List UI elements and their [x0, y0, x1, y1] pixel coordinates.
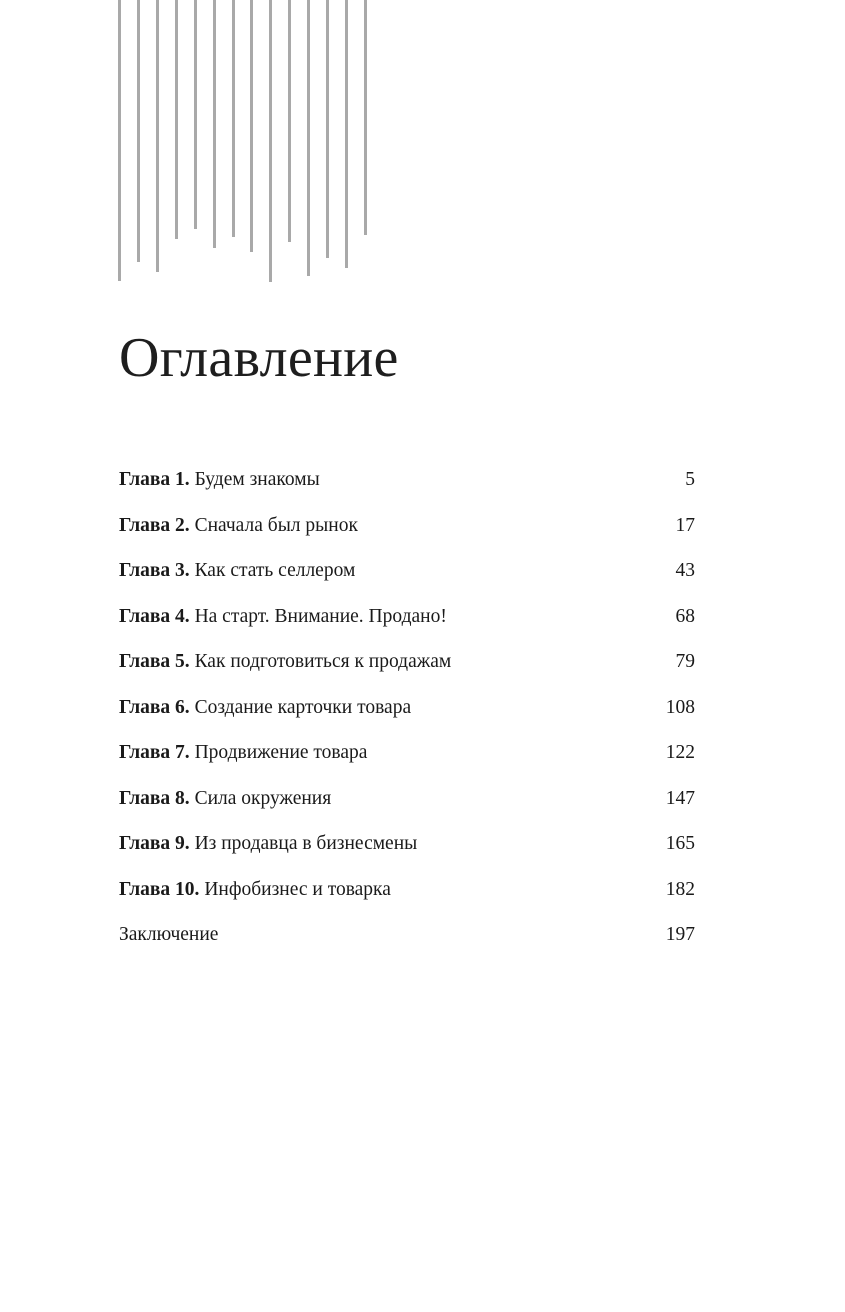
toc-entry[interactable]	[119, 548, 695, 594]
page-title: Оглавление	[119, 327, 399, 389]
decorative-line	[288, 0, 291, 242]
toc-entry[interactable]	[119, 685, 695, 731]
toc-chapter-title: Создание карточки товара	[194, 696, 412, 718]
toc-chapter-title: Будем знакомы	[194, 469, 320, 490]
toc-entry[interactable]	[119, 776, 695, 822]
decorative-line	[213, 0, 216, 248]
decorative-line	[156, 0, 159, 272]
toc-chapter-title: На старт. Внимание. Продано!	[194, 605, 447, 627]
toc-page-number: 165	[665, 833, 695, 854]
decorative-line	[269, 0, 272, 282]
decorative-line	[307, 0, 310, 276]
decorative-line	[194, 0, 197, 229]
toc-page-number: 197	[665, 924, 695, 945]
toc-page-number: 68	[675, 605, 695, 627]
toc-page-number: 147	[665, 787, 695, 809]
decorative-line	[175, 0, 178, 239]
toc-chapter-label: Глава 2.	[119, 514, 190, 536]
toc-chapter-label: Глава 5.	[119, 651, 190, 672]
toc-entry[interactable]	[119, 503, 695, 549]
toc-page-number: 182	[665, 878, 695, 900]
toc-entry[interactable]	[119, 594, 695, 640]
toc-chapter-label: Глава 8.	[119, 787, 190, 809]
toc-page-number: 5	[685, 469, 695, 490]
decorative-line	[345, 0, 348, 268]
toc-entry[interactable]	[119, 867, 695, 913]
toc-entry[interactable]	[119, 730, 695, 776]
toc-page-number: 17	[675, 514, 695, 536]
toc-chapter-label: Глава 9.	[119, 833, 190, 854]
toc-chapter-title: Из продавца в бизнесмены	[194, 833, 418, 854]
table-of-contents	[119, 457, 695, 958]
decorative-line	[250, 0, 253, 252]
toc-page-number: 122	[665, 742, 695, 763]
toc-chapter-label: Глава 6.	[119, 696, 190, 718]
toc-chapter-title: Как стать селлером	[194, 560, 356, 581]
toc-chapter-label: Глава 10.	[119, 878, 200, 900]
toc-chapter-title: Как подготовиться к продажам	[194, 651, 452, 672]
toc-page-number: 43	[675, 560, 695, 581]
decorative-line	[326, 0, 329, 258]
decorative-line	[364, 0, 367, 235]
toc-entry[interactable]	[119, 821, 695, 867]
toc-page-number: 108	[665, 696, 695, 718]
toc-chapter-label: Глава 3.	[119, 560, 190, 581]
toc-chapter-title: Сила окружения	[194, 787, 332, 809]
decorative-line	[137, 0, 140, 262]
toc-chapter-label: Глава 1.	[119, 469, 190, 490]
toc-entry[interactable]	[119, 639, 695, 685]
toc-chapter-label: Глава 4.	[119, 605, 190, 627]
decorative-lines	[0, 0, 845, 300]
toc-chapter-title: Заключение	[119, 924, 219, 945]
decorative-line	[118, 0, 121, 281]
toc-chapter-title: Продвижение товара	[194, 742, 368, 763]
decorative-line	[232, 0, 235, 237]
toc-page-number: 79	[675, 651, 695, 672]
toc-entry[interactable]	[119, 912, 695, 958]
toc-entry[interactable]	[119, 457, 695, 503]
toc-chapter-title: Сначала был рынок	[194, 514, 358, 536]
toc-chapter-label: Глава 7.	[119, 742, 190, 763]
toc-chapter-title: Инфобизнес и товарка	[204, 878, 391, 900]
